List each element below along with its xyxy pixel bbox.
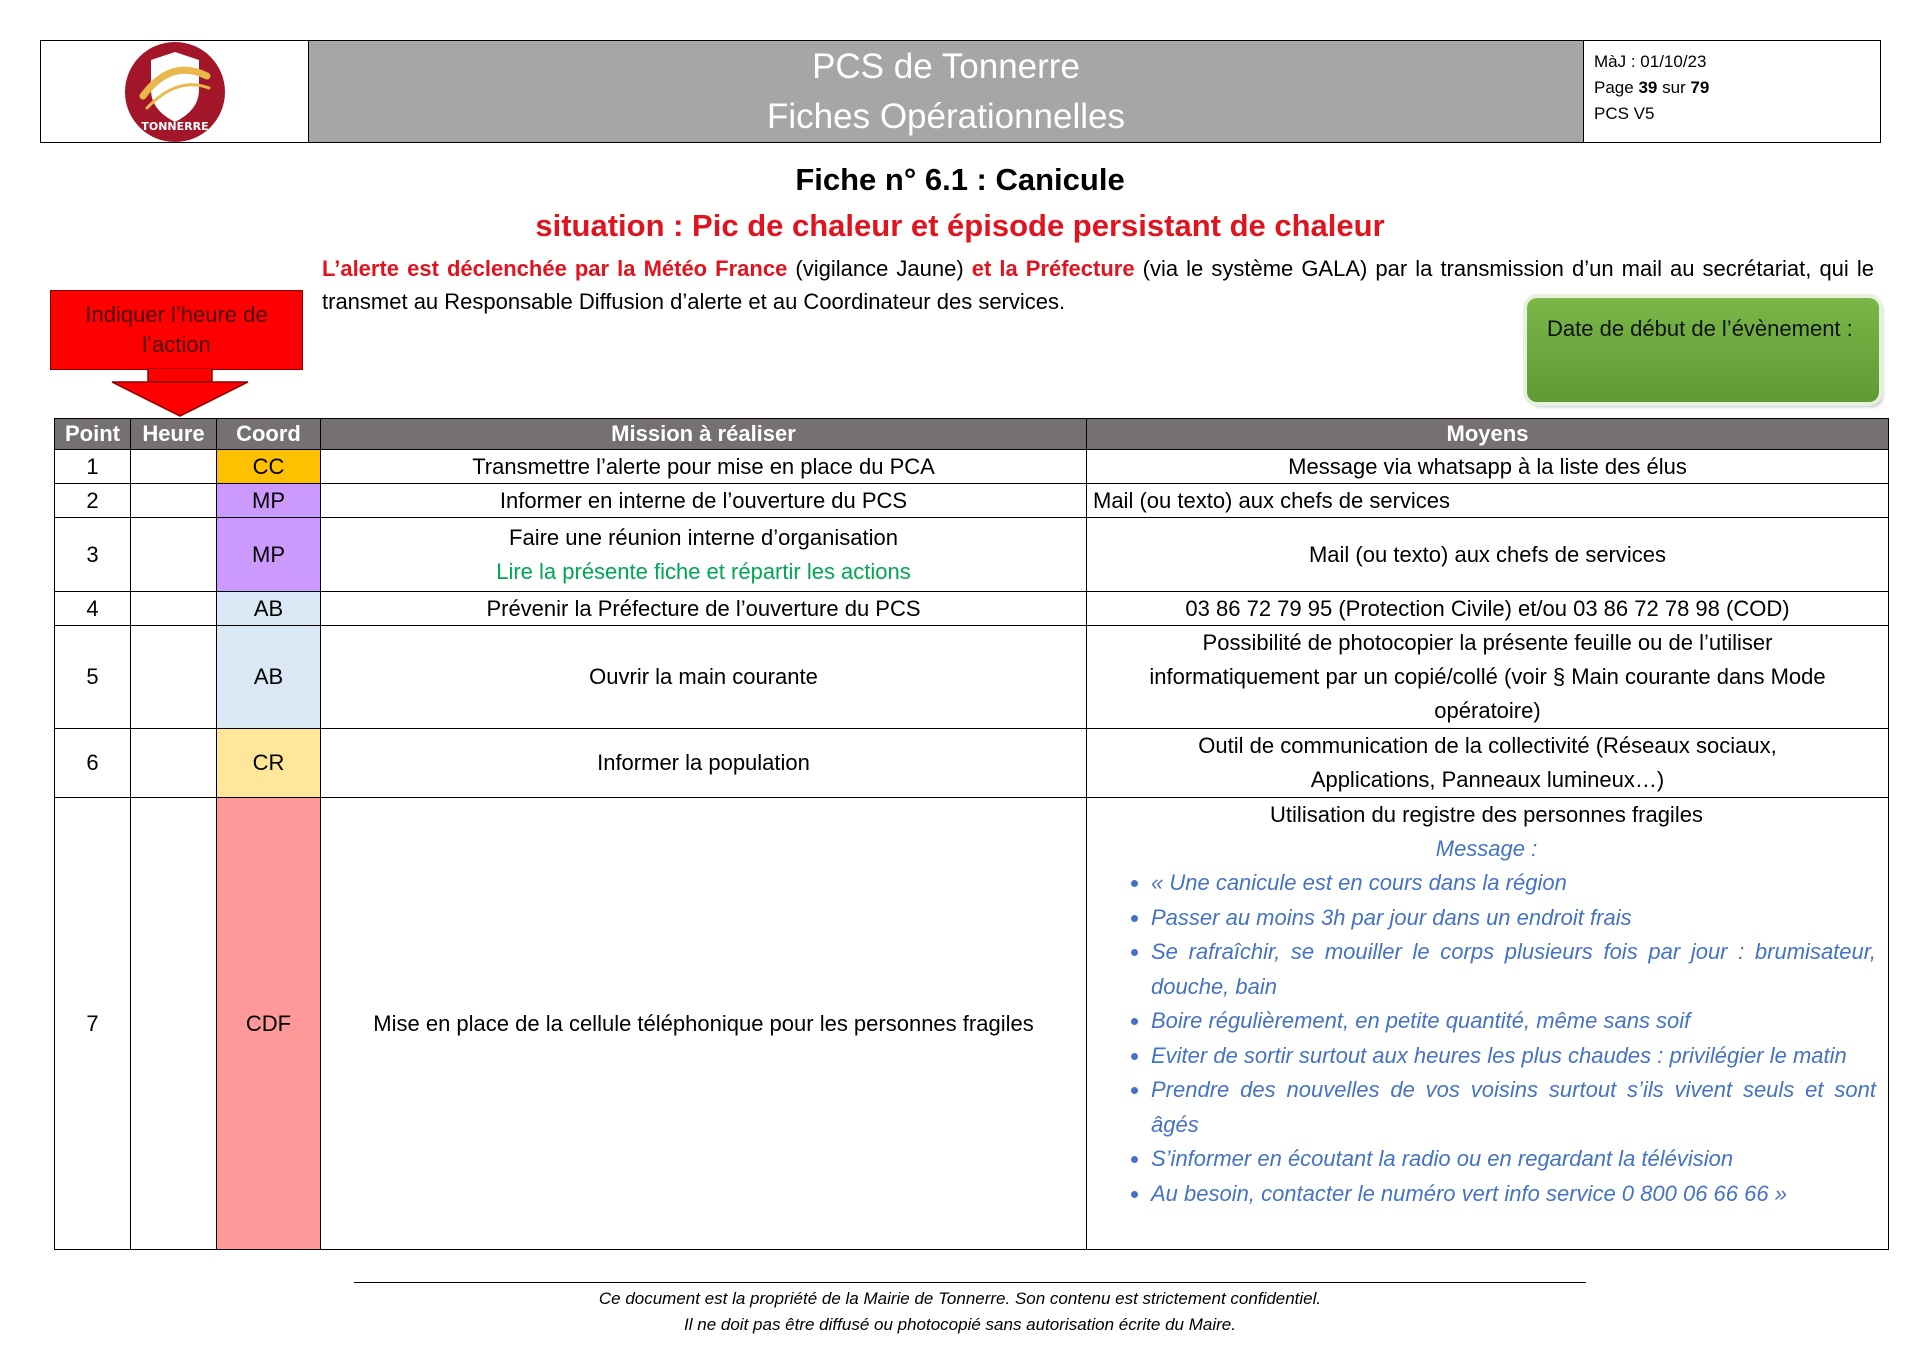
- table-row: [55, 518, 1889, 592]
- point-cell: 2: [55, 484, 131, 518]
- mission-cell: Informer en interne de l’ouverture du PCS: [321, 484, 1087, 518]
- page-current: 39: [1638, 78, 1658, 97]
- heure-cell[interactable]: [131, 518, 217, 592]
- situation-title: situation : Pic de chaleur et épisode persistant de chaleur: [535, 208, 1385, 243]
- moyens-cell: Possibilité de photocopier la présente feuille ou de l’utiliser informatiquement par un copié/collé (voir § Main courante dans Mode opératoire): [1087, 626, 1889, 729]
- coord-cell: MP: [217, 518, 321, 592]
- page-sep: sur: [1657, 78, 1691, 97]
- list-item: • « Une canicule est en cours dans la région: [1151, 866, 1880, 901]
- table-row: [55, 592, 1889, 626]
- message-title: Message :: [1435, 836, 1538, 861]
- page-number: [1594, 75, 1870, 101]
- point-cell: 5: [55, 626, 131, 729]
- heure-cell[interactable]: [131, 798, 217, 1250]
- footer-divider: [354, 1282, 1586, 1283]
- col-header-moyens: Moyens: [1087, 419, 1889, 450]
- mission-cell: Transmettre l’alerte pour mise en place du PCA: [321, 450, 1087, 484]
- fiche-title: Fiche n° 6.1 : Canicule: [795, 162, 1125, 197]
- mission-cell: Prévenir la Préfecture de l’ouverture du PCS: [321, 592, 1087, 626]
- moyens-cell: Outil de communication de la collectivité (Réseaux sociaux, Applications, Panneaux lumineux…): [1087, 729, 1889, 798]
- intro-text-2: (via le système GALA) par la transmission d’un mail au secrétariat, qui le transmet au Responsable Diffusion d’alerte et au Coordinateur des services.: [322, 256, 1874, 314]
- event-start-date-box[interactable]: Date de début de l’évènement :: [1527, 298, 1879, 402]
- list-item: • Eviter de sortir surtout aux heures les plus chaudes : privilégier le matin: [1151, 1039, 1880, 1074]
- point-cell: 3: [55, 518, 131, 592]
- col-header-coord: Coord: [217, 419, 321, 450]
- col-header-heure: Heure: [131, 419, 217, 450]
- list-item: • Prendre des nouvelles de vos voisins surtout s’ils vivent seuls et sont âgés: [1151, 1073, 1880, 1142]
- coord-cell: CR: [217, 729, 321, 798]
- list-item: • Passer au moins 3h par jour dans un endroit frais: [1151, 901, 1880, 936]
- mission-cell: Informer la population: [321, 729, 1087, 798]
- footer-line-1: Ce document est la propriété de la Mairie de Tonnerre. Son contenu est strictement confidentiel.: [598, 1289, 1322, 1308]
- table-row: [55, 798, 1889, 1250]
- col-header-mission: Mission à réaliser: [321, 419, 1087, 450]
- update-date: MàJ : 01/10/23: [1594, 52, 1707, 71]
- moyens-cell: Message via whatsapp à la liste des élus: [1087, 450, 1889, 484]
- page-total: 79: [1690, 78, 1710, 97]
- mission-note: Lire la présente fiche et répartir les actions: [496, 558, 911, 584]
- mission-cell: Ouvrir la main courante: [321, 626, 1087, 729]
- moyens-cell: Mail (ou texto) aux chefs de services: [1087, 484, 1889, 518]
- time-callout: [50, 290, 305, 415]
- table-row: [55, 484, 1889, 518]
- point-cell: 1: [55, 450, 131, 484]
- heure-cell[interactable]: [131, 484, 217, 518]
- down-arrow-icon: [110, 368, 250, 418]
- header-title-band: [309, 41, 1583, 142]
- heure-cell[interactable]: [131, 450, 217, 484]
- moyens-cell: [1087, 798, 1889, 1250]
- page-prefix: Page: [1594, 78, 1639, 97]
- mission-cell: [321, 518, 1087, 592]
- coord-cell: AB: [217, 592, 321, 626]
- table-row: [55, 450, 1889, 484]
- list-item: • S’informer en écoutant la radio ou en regardant la télévision: [1151, 1142, 1880, 1177]
- moyens-text: Utilisation du registre des personnes fragiles: [1270, 802, 1703, 827]
- intro-red-2: et la Préfecture: [971, 256, 1135, 281]
- heure-cell[interactable]: [131, 592, 217, 626]
- header-title-line1: PCS de Tonnerre: [812, 46, 1080, 86]
- moyens-cell: 03 86 72 79 95 (Protection Civile) et/ou 03 86 72 78 98 (COD): [1087, 592, 1889, 626]
- header-meta: [1583, 41, 1880, 142]
- intro-text-1: (vigilance Jaune): [787, 256, 972, 281]
- heure-cell[interactable]: [131, 626, 217, 729]
- table-row: [55, 729, 1889, 798]
- callout-text: Indiquer l’heure de l’action: [50, 290, 303, 370]
- coord-cell: AB: [217, 626, 321, 729]
- logo-cell: [41, 41, 309, 142]
- footer-line-2: Il ne doit pas être diffusé ou photocopié sans autorisation écrite du Maire.: [684, 1315, 1236, 1334]
- moyens-cell: Mail (ou texto) aux chefs de services: [1087, 518, 1889, 592]
- list-item: • Boire régulièrement, en petite quantité, même sans soif: [1151, 1004, 1880, 1039]
- pcs-version: PCS V5: [1594, 104, 1655, 123]
- coord-cell: CDF: [217, 798, 321, 1250]
- table-header-row: [55, 419, 1889, 450]
- mission-text: Faire une réunion interne d’organisation: [509, 524, 898, 550]
- footer: [0, 1286, 1920, 1338]
- point-cell: 4: [55, 592, 131, 626]
- mission-cell: Mise en place de la cellule téléphonique pour les personnes fragiles: [321, 798, 1087, 1250]
- coord-cell: MP: [217, 484, 321, 518]
- table-row: [55, 626, 1889, 729]
- heure-cell[interactable]: [131, 729, 217, 798]
- message-list: [1093, 866, 1880, 1211]
- logo-text: TONNERRE: [140, 119, 209, 133]
- list-item: • Au besoin, contacter le numéro vert info service 0 800 06 66 66 »: [1151, 1177, 1880, 1212]
- point-cell: 7: [55, 798, 131, 1250]
- actions-table: [54, 418, 1889, 1250]
- tonnerre-logo-icon: [121, 38, 229, 146]
- list-item: • Se rafraîchir, se mouiller le corps plusieurs fois par jour : brumisateur, douche, bain: [1151, 935, 1880, 1004]
- intro-red-1: L’alerte est déclenchée par la Météo France: [322, 256, 788, 281]
- col-header-point: Point: [55, 419, 131, 450]
- coord-cell: CC: [217, 450, 321, 484]
- header-title-line2: Fiches Opérationnelles: [767, 96, 1125, 136]
- point-cell: 6: [55, 729, 131, 798]
- document-header: [40, 40, 1881, 143]
